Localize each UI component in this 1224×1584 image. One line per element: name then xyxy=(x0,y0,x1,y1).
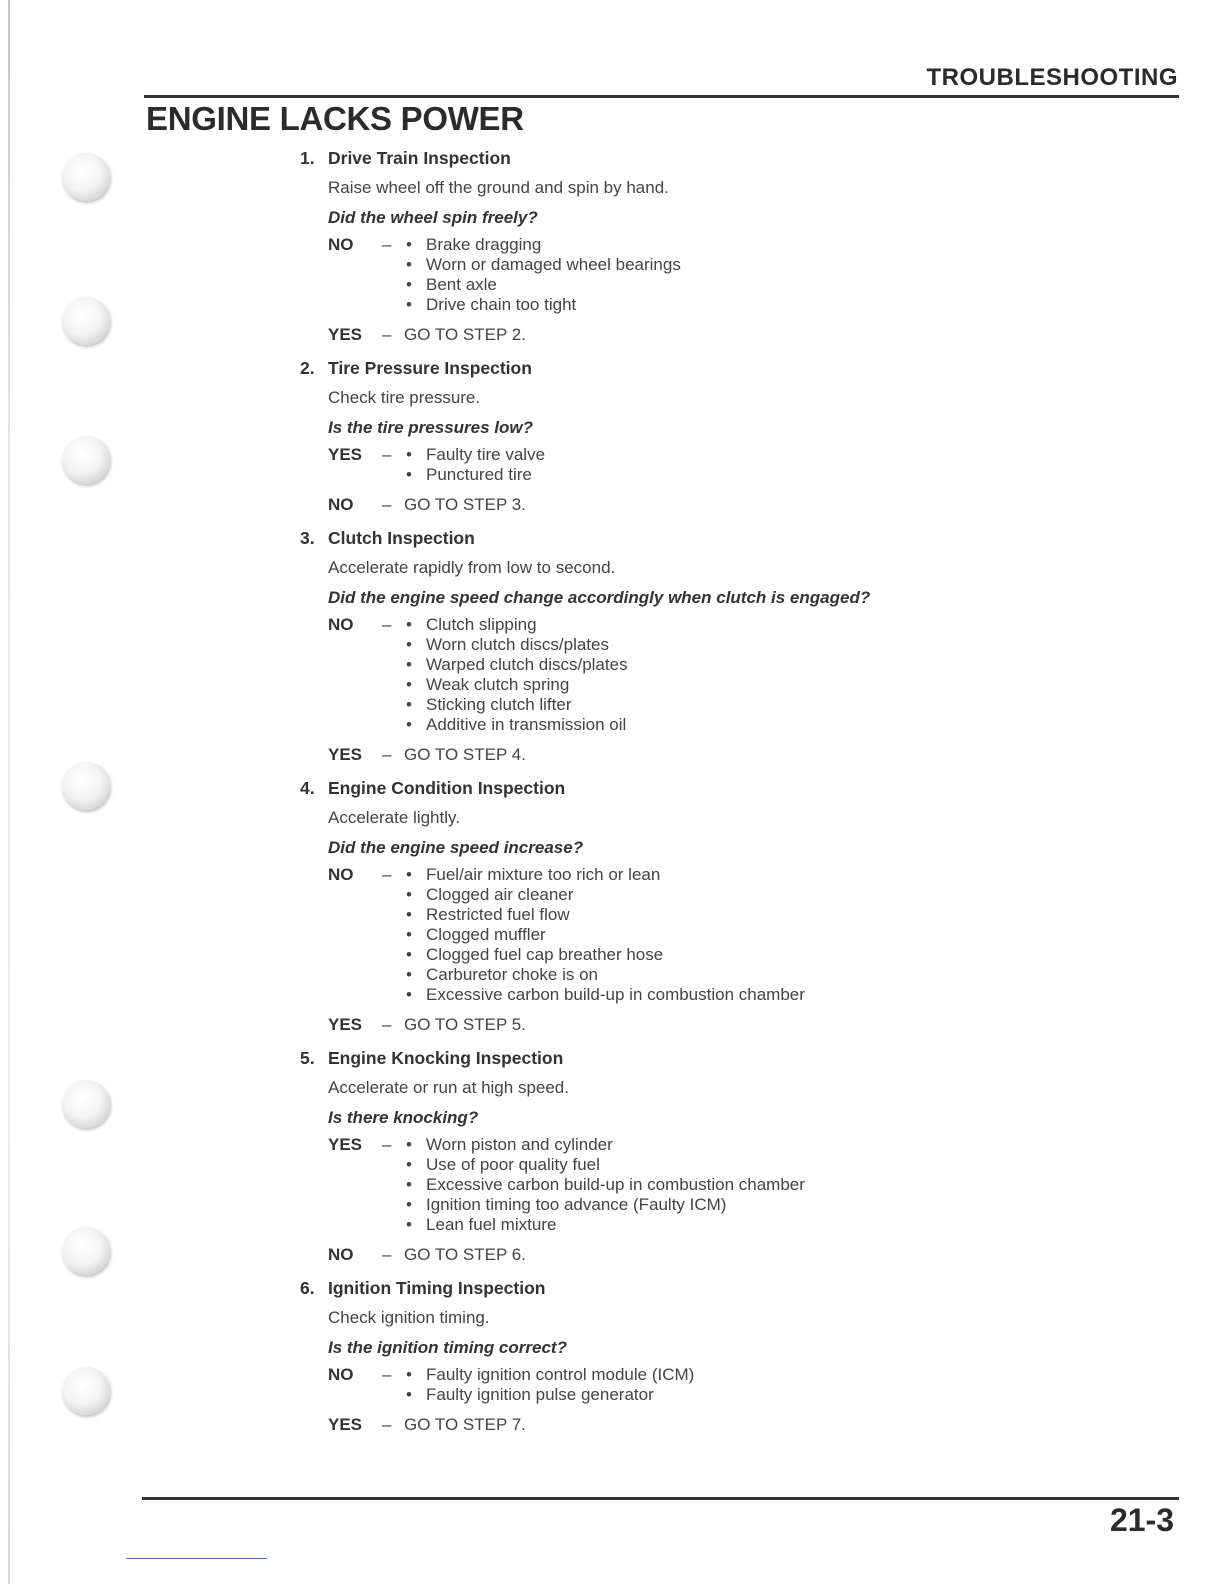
next-branch xyxy=(328,1015,1126,1035)
dash-separator: – xyxy=(382,1015,392,1034)
step-title: Engine Knocking Inspection xyxy=(328,1048,564,1068)
cause-item: • Carburetor choke is on xyxy=(404,965,805,985)
page-margin-line xyxy=(8,0,10,1584)
causes-branch xyxy=(328,865,1126,1005)
cause-item: • Faulty ignition control module (ICM) xyxy=(404,1365,694,1385)
cause-item: • Bent axle xyxy=(404,275,681,295)
answer-label: YES xyxy=(328,445,363,464)
cause-item: • Restricted fuel flow xyxy=(404,905,805,925)
cause-list xyxy=(404,445,545,485)
goto-step-text: GO TO STEP 4. xyxy=(404,745,526,764)
causes-branch xyxy=(328,1135,1126,1235)
binder-hole xyxy=(62,1227,110,1275)
answer-label: YES xyxy=(328,325,363,344)
cause-item: • Drive chain too tight xyxy=(404,295,681,315)
step-number: 3. xyxy=(300,528,315,548)
goto-step-text: GO TO STEP 6. xyxy=(404,1245,526,1264)
step-question: Did the wheel spin freely? xyxy=(328,208,538,227)
cause-item: • Warped clutch discs/plates xyxy=(404,655,628,675)
troubleshooting-steps xyxy=(296,145,1126,1445)
cause-item: • Clutch slipping xyxy=(404,615,628,635)
troubleshooting-step xyxy=(296,355,1126,515)
cause-item: • Clogged air cleaner xyxy=(404,885,805,905)
dash-separator: – xyxy=(382,1135,392,1154)
answer-label: NO xyxy=(328,615,354,634)
step-title: Engine Condition Inspection xyxy=(328,778,566,798)
header-rule xyxy=(144,95,1179,98)
troubleshooting-step xyxy=(296,145,1126,345)
dash-separator: – xyxy=(382,1245,392,1264)
page-title: ENGINE LACKS POWER xyxy=(146,100,524,137)
dash-separator: – xyxy=(382,1365,392,1384)
next-branch xyxy=(328,495,1126,515)
cause-item: • Fuel/air mixture too rich or lean xyxy=(404,865,805,885)
goto-step-text: GO TO STEP 3. xyxy=(404,495,526,514)
step-title: Ignition Timing Inspection xyxy=(328,1278,546,1298)
step-instruction: Check tire pressure. xyxy=(328,388,481,407)
step-number: 4. xyxy=(300,778,315,798)
answer-label: YES xyxy=(328,1415,363,1434)
step-heading xyxy=(296,525,1126,551)
goto-step-text: GO TO STEP 5. xyxy=(404,1015,526,1034)
dash-separator: – xyxy=(382,325,392,344)
step-title: Clutch Inspection xyxy=(328,528,475,548)
step-heading xyxy=(296,1045,1126,1071)
cause-list xyxy=(404,865,805,1005)
binder-hole xyxy=(62,436,110,484)
page-number: 21-3 xyxy=(1109,1502,1174,1538)
answer-label: NO xyxy=(328,1245,354,1264)
step-title: Drive Train Inspection xyxy=(328,148,511,168)
cause-item: • Lean fuel mixture xyxy=(404,1215,805,1235)
causes-branch xyxy=(328,1365,1126,1405)
next-branch xyxy=(328,745,1126,765)
cause-item: • Faulty ignition pulse generator xyxy=(404,1385,694,1405)
footer-link-line xyxy=(126,1558,267,1559)
section-header: TROUBLESHOOTING xyxy=(926,64,1178,91)
cause-item: • Excessive carbon build-up in combustion chamber xyxy=(404,1175,805,1195)
goto-step-text: GO TO STEP 7. xyxy=(404,1415,526,1434)
answer-label: NO xyxy=(328,1365,354,1384)
binder-hole xyxy=(62,762,110,810)
answer-label: YES xyxy=(328,1015,363,1034)
cause-item: • Additive in transmission oil xyxy=(404,715,628,735)
answer-label: YES xyxy=(328,745,363,764)
dash-separator: – xyxy=(382,865,392,884)
step-heading xyxy=(296,145,1126,171)
cause-item: • Brake dragging xyxy=(404,235,681,255)
dash-separator: – xyxy=(382,495,392,514)
dash-separator: – xyxy=(382,235,392,254)
binder-hole xyxy=(62,153,110,201)
cause-item: • Worn clutch discs/plates xyxy=(404,635,628,655)
cause-list xyxy=(404,235,681,315)
step-number: 1. xyxy=(300,148,315,168)
cause-item: • Excessive carbon build-up in combustion chamber xyxy=(404,985,805,1005)
cause-item: • Use of poor quality fuel xyxy=(404,1155,805,1175)
goto-step-text: GO TO STEP 2. xyxy=(404,325,526,344)
causes-branch xyxy=(328,235,1126,315)
dash-separator: – xyxy=(382,445,392,464)
next-branch xyxy=(328,325,1126,345)
troubleshooting-step xyxy=(296,1045,1126,1265)
step-question: Is the ignition timing correct? xyxy=(328,1338,567,1357)
dash-separator: – xyxy=(382,615,392,634)
step-heading xyxy=(296,775,1126,801)
cause-item: • Sticking clutch lifter xyxy=(404,695,628,715)
cause-item: • Clogged fuel cap breather hose xyxy=(404,945,805,965)
binder-hole xyxy=(62,1080,110,1128)
step-instruction: Raise wheel off the ground and spin by hand. xyxy=(328,178,669,197)
footer-rule xyxy=(142,1497,1179,1500)
cause-list xyxy=(404,1135,805,1235)
troubleshooting-step xyxy=(296,525,1126,765)
cause-item: • Weak clutch spring xyxy=(404,675,628,695)
next-branch xyxy=(328,1415,1126,1435)
cause-item: • Worn piston and cylinder xyxy=(404,1135,805,1155)
step-instruction: Accelerate rapidly from low to second. xyxy=(328,558,616,577)
troubleshooting-step xyxy=(296,1275,1126,1435)
troubleshooting-step xyxy=(296,775,1126,1035)
answer-label: NO xyxy=(328,865,354,884)
binder-hole xyxy=(62,1367,110,1415)
binder-hole xyxy=(62,297,110,345)
cause-item: • Faulty tire valve xyxy=(404,445,545,465)
step-title: Tire Pressure Inspection xyxy=(328,358,532,378)
answer-label: NO xyxy=(328,235,354,254)
cause-item: • Ignition timing too advance (Faulty ICM) xyxy=(404,1195,805,1215)
cause-item: • Worn or damaged wheel bearings xyxy=(404,255,681,275)
step-instruction: Accelerate lightly. xyxy=(328,808,460,827)
answer-label: NO xyxy=(328,495,354,514)
dash-separator: – xyxy=(382,745,392,764)
step-question: Is there knocking? xyxy=(328,1108,479,1127)
cause-list xyxy=(404,615,628,735)
step-heading xyxy=(296,1275,1126,1301)
step-question: Is the tire pressures low? xyxy=(328,418,534,437)
step-instruction: Accelerate or run at high speed. xyxy=(328,1078,569,1097)
step-question: Did the engine speed change accordingly when clutch is engaged? xyxy=(328,588,871,607)
answer-label: YES xyxy=(328,1135,363,1154)
causes-branch xyxy=(328,445,1126,485)
step-heading xyxy=(296,355,1126,381)
cause-list xyxy=(404,1365,694,1405)
step-number: 6. xyxy=(300,1278,315,1298)
next-branch xyxy=(328,1245,1126,1265)
step-number: 2. xyxy=(300,358,315,378)
step-instruction: Check ignition timing. xyxy=(328,1308,490,1327)
dash-separator: – xyxy=(382,1415,392,1434)
cause-item: • Clogged muffler xyxy=(404,925,805,945)
step-question: Did the engine speed increase? xyxy=(328,838,584,857)
cause-item: • Punctured tire xyxy=(404,465,545,485)
causes-branch xyxy=(328,615,1126,735)
step-number: 5. xyxy=(300,1048,315,1068)
